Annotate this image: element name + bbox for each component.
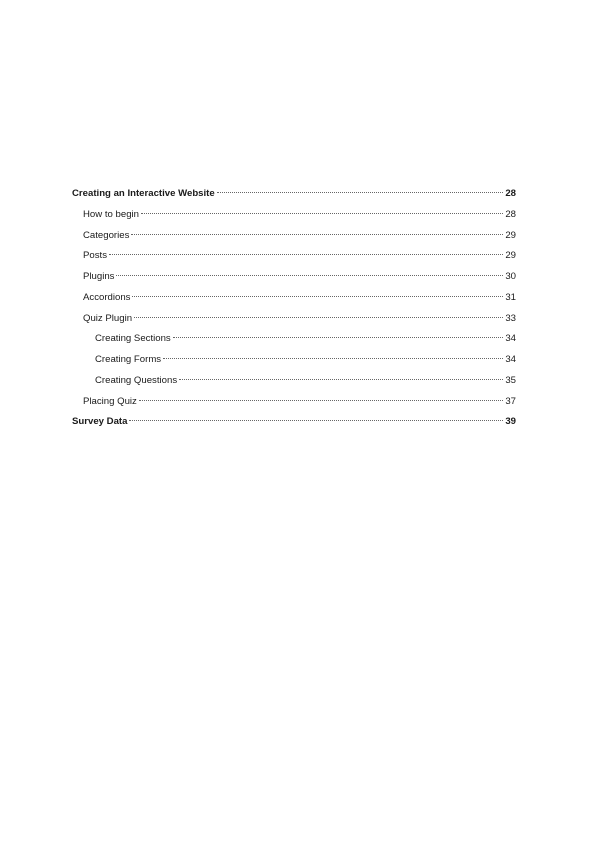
toc-entry-label: Quiz Plugin — [83, 312, 133, 324]
toc-entry[interactable] — [72, 329, 516, 350]
toc-entry-label: Creating Sections — [95, 333, 171, 345]
dot-leader — [173, 337, 503, 338]
toc-entry-page: 37 — [505, 395, 516, 407]
table-of-contents — [72, 184, 516, 433]
dot-leader — [131, 234, 503, 235]
toc-entry-label: How to begin — [83, 208, 139, 220]
toc-entry[interactable] — [72, 350, 516, 371]
toc-entry[interactable] — [72, 309, 516, 330]
toc-entry[interactable] — [72, 412, 516, 433]
dot-leader — [134, 317, 503, 318]
toc-entry-page: 34 — [505, 333, 516, 345]
toc-entry-label: Accordions — [83, 291, 131, 303]
dot-leader — [109, 254, 503, 255]
dot-leader — [179, 379, 503, 380]
dot-leader — [139, 400, 503, 401]
toc-entry[interactable] — [72, 288, 516, 309]
toc-entry[interactable] — [72, 246, 516, 267]
toc-entry-label: Categories — [83, 229, 130, 241]
dot-leader — [116, 275, 503, 276]
toc-entry-page: 33 — [505, 312, 516, 324]
toc-entry-label: Survey Data — [72, 416, 128, 428]
toc-entry-page: 30 — [505, 271, 516, 282]
dot-leader — [129, 420, 503, 421]
toc-entry-label: Creating Forms — [95, 354, 162, 365]
toc-entry[interactable] — [72, 226, 516, 247]
toc-entry-page: 29 — [505, 229, 516, 241]
toc-entry-label: Creating an Interactive Website — [72, 188, 215, 199]
toc-entry-page: 35 — [505, 374, 516, 386]
toc-entry-label: Posts — [83, 250, 107, 262]
toc-entry-page: 28 — [505, 188, 516, 199]
toc-entry-label: Creating Questions — [95, 374, 178, 386]
toc-entry-label: Plugins — [83, 271, 115, 282]
dot-leader — [163, 358, 503, 359]
dot-leader — [217, 192, 503, 193]
toc-entry[interactable] — [72, 184, 516, 205]
toc-entry-label: Placing Quiz — [83, 395, 137, 407]
toc-entry-page: 29 — [505, 250, 516, 262]
toc-entry-page: 39 — [505, 416, 516, 428]
dot-leader — [132, 296, 503, 297]
toc-entry-page: 34 — [505, 354, 516, 365]
toc-entry[interactable] — [72, 392, 516, 413]
toc-entry[interactable] — [72, 267, 516, 288]
toc-entry-page: 28 — [505, 208, 516, 220]
toc-entry-page: 31 — [505, 291, 516, 303]
dot-leader — [141, 213, 503, 214]
toc-entry[interactable] — [72, 205, 516, 226]
toc-entry[interactable] — [72, 371, 516, 392]
